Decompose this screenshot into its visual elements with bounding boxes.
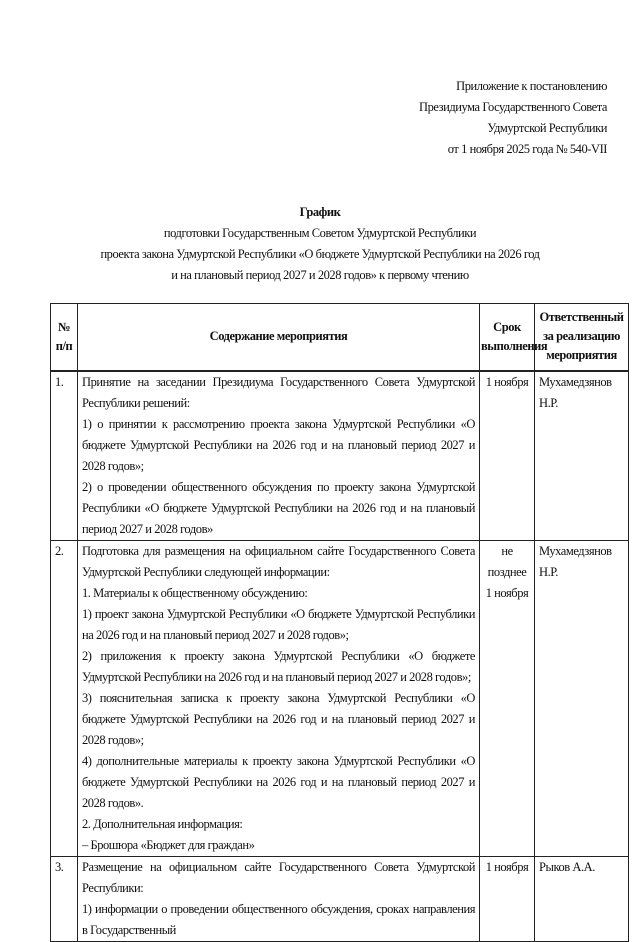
header-content: Содержание мероприятия xyxy=(78,304,480,371)
content-line: 2) о проведении общественного обсуждения по проекту закона Удмуртской Республики «О бюджете Удмуртской Республики на 2026 год и на плановый период 2027 и 2028 годов» xyxy=(82,479,475,536)
content-line: 1) информации о проведении общественного обсуждения, сроках направления в Государственный xyxy=(82,901,475,937)
content-line: 2) приложения к проекту закона Удмуртской Республики «О бюджете Удмуртской Республики на 2026 год и на плановый период 2027 и 2028 годов»; xyxy=(82,648,475,684)
title-line: подготовки Государственным Советом Удмуртской Республики xyxy=(163,226,477,240)
title-line: проекта закона Удмуртской Республики «О бюджете Удмуртской Республики на 2026 год xyxy=(100,247,540,261)
row-responsible: Рыков А.А. xyxy=(535,856,629,941)
row-responsible: Мухамедзянов Н.Р. xyxy=(535,371,629,541)
table-row xyxy=(51,856,629,941)
content-line: 1. Материалы к общественному обсуждению: xyxy=(82,585,308,600)
row-deadline: не позднее 1 ноября xyxy=(480,540,535,856)
row-content xyxy=(78,540,480,856)
row-deadline: 1 ноября xyxy=(480,371,535,541)
title-line: и на плановый период 2027 и 2028 годов» к первому чтению xyxy=(171,268,469,282)
content-line: 1) о принятии к рассмотрению проекта закона Удмуртской Республики «О бюджете Удмуртской Республики на 2026 год и на плановый период 2027 и 2028 годов»; xyxy=(82,416,475,473)
content-line: 1) проект закона Удмуртской Республики «О бюджете Удмуртской Республики на 2026 год и на плановый период 2027 и 2028 годов»; xyxy=(82,606,475,642)
document-title xyxy=(0,202,640,286)
schedule-table xyxy=(50,303,629,942)
content-line: Принятие на заседании Президиума Государственного Совета Удмуртской Республики решений: xyxy=(82,374,475,410)
content-line: – Брошюра «Бюджет для граждан» xyxy=(82,837,255,852)
header-deadline: Срок выполнения xyxy=(480,304,535,371)
row-content xyxy=(78,856,480,941)
appendix-line: Приложение к постановлению xyxy=(456,79,607,93)
row-num: 2. xyxy=(51,540,78,856)
content-line: 4) дополнительные материалы к проекту закона Удмуртской Республики «О бюджете Удмуртской Республики на 2026 год и на плановый период 2027 и 2028 годов». xyxy=(82,753,475,810)
title-heading: График xyxy=(299,205,341,219)
content-line: Подготовка для размещения на официальном сайте Государственного Совета Удмуртской Республики следующей информации: xyxy=(82,543,475,579)
appendix-header xyxy=(419,76,607,160)
row-content xyxy=(78,371,480,541)
content-line: 2. Дополнительная информация: xyxy=(82,816,243,831)
appendix-line: Президиума Государственного Совета xyxy=(419,100,607,114)
content-line: Размещение на официальном сайте Государственного Совета Удмуртской Республики: xyxy=(82,859,475,895)
table-row xyxy=(51,540,629,856)
header-num: № п/п xyxy=(51,304,78,371)
row-num: 3. xyxy=(51,856,78,941)
appendix-line: Удмуртской Республики xyxy=(487,121,607,135)
content-line: 3) пояснительная записка к проекту закона Удмуртской Республики «О бюджете Удмуртской Республики на 2026 год и на плановый период 2027 и 2028 годов»; xyxy=(82,690,475,747)
row-deadline: 1 ноября xyxy=(480,856,535,941)
table-row xyxy=(51,371,629,541)
appendix-line: от 1 ноября 2025 года № 540-VII xyxy=(447,142,607,156)
row-num: 1. xyxy=(51,371,78,541)
header-responsible: Ответственный за реализацию мероприятия xyxy=(535,304,629,371)
row-responsible: Мухамедзянов Н.Р. xyxy=(535,540,629,856)
table-header-row xyxy=(51,304,629,371)
